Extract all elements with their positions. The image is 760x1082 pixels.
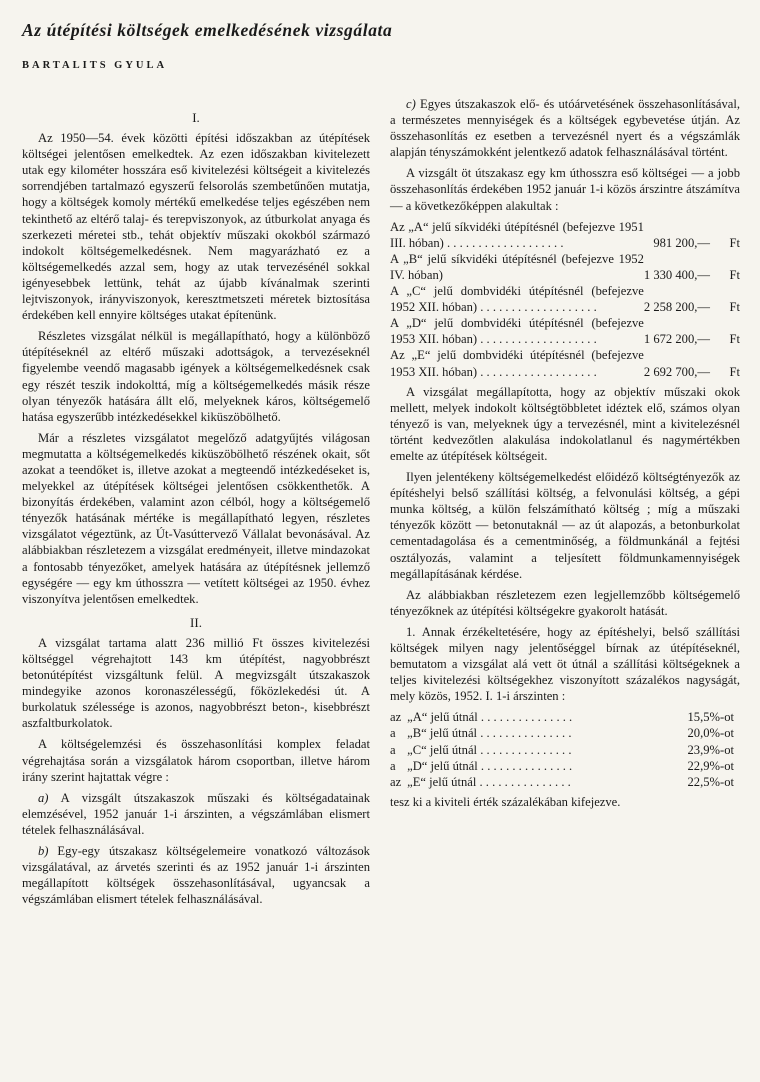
- table-row: [390, 251, 740, 283]
- cost-value: 2 258 200,—: [643, 300, 710, 315]
- list-text: Egy-egy útszakasz költségelemeire vonatkozó változások vizsgálatával, az árvetés szerinti és az 1952 január 1-i árszinten megállapított költségek összehasonlításával, ugyancsak a végszámlában elismert tételek felhasználásával.: [22, 844, 370, 907]
- percent-prefix: a: [390, 758, 396, 773]
- cost-desc: A „B“ jelű síkvidéki útépítésnél (befejezve 1952 IV. hóban): [390, 251, 644, 282]
- paragraph: A költségelemzési és összehasonlítási komplex feladat végrehajtása során a vizsgálatok három csoportban, illetve három irány szerint hajtattak végre :: [22, 737, 370, 784]
- percent-value: 15,5%-ot: [687, 710, 734, 725]
- table-row: [390, 315, 740, 347]
- cost-unit: Ft: [729, 300, 740, 315]
- percent-value: 20,0%-ot: [687, 726, 734, 741]
- percent-prefix: az: [390, 710, 402, 725]
- paragraph: tesz ki a kiviteli érték százalékában kifejezve.: [390, 794, 621, 809]
- list-item-a: [22, 790, 370, 838]
- article-title: Az útépítési költségek emelkedésének vizsgálata: [22, 20, 393, 40]
- paragraph: Az 1950—54. évek közötti építési időszakban az útépítések költségei jelentősen emelkedtek. Az ezen időszakban kivitelezett utak egy kilométer hosszára eső kivitelezési költségeit a kivitelezés sorrendjében tartalmazó egyszerű felsorolás szembetűnően mutatja, hogy a költségek komoly mértékű emelkedése teljes egészében nem tekinthető az eltérő talaj- és terepviszonyok, az útburkolat anyaga és szerkezeti méretei stb., tehát objektív műszaki okokból származó indokolt költségemelkedésnek. Nem magyarázható ez a költségemelkedés azzal sem, hogy az utak tervezésénél sokkal igényesebbek lettünk, tehát az újabb kívánalmak szerinti lejtviszonyok, irányviszonyok, keresztmetszeti méretek biztosítása érdekében kell ennyire költséges utakat építenünk.: [22, 131, 370, 323]
- percent-road: „E“ jelű útnál . . . . . . . . . . . . . . .: [407, 774, 571, 789]
- table-row: [390, 709, 740, 725]
- list-label: b): [38, 844, 49, 859]
- table-row: [390, 758, 740, 774]
- table-row: [390, 742, 740, 758]
- author-name: BARTALITS GYULA: [22, 60, 168, 71]
- cost-unit: Ft: [729, 267, 740, 282]
- table-row: [390, 347, 740, 379]
- cost-value: 1 330 400,—: [643, 267, 710, 282]
- paragraph: 1. Annak érzékeltetésére, hogy az építéshelyi, belső szállítási költségek milyen nagy jelentőséggel bírnak az útépítéseknél, bemutatom a vizsgálat alá vett öt útnál a szállítási költségeknek a teljes kivitelezési költségekhez viszonyított százalékos nagyságát, mely közös, 1952. I. 1-i árszinten :: [390, 624, 740, 704]
- list-item-b: [22, 843, 370, 907]
- percent-road: „D“ jelű útnál . . . . . . . . . . . . . . .: [407, 758, 573, 773]
- left-column: [22, 102, 370, 912]
- paragraph: Ilyen jelentékeny költségemelkedést előidéző költségtényezők az építéshelyi belső szállítási költség, a felvonulási költség, a gépi munka költség, a külön felszámítható költség ; míg a műszaki tényezők között — betonutaknál — az út alapozás, a betonburkolat cementadagolása és a cementminőség, a földmunkánál a fejtési osztályozás, valamint a teljesített földmunkamennyiségek megállapításának kérdése.: [390, 470, 740, 581]
- percent-prefix: a: [390, 726, 396, 741]
- cost-desc: A „D“ jelű dombvidéki útépítésnél (befejezve 1953 XII. hóban) . . . . . . . . . . . . . . . . . . .: [390, 316, 644, 347]
- cost-value: 981 200,—: [653, 235, 710, 250]
- cost-value: 1 672 200,—: [643, 332, 710, 347]
- percent-prefix: az: [390, 774, 402, 789]
- paragraph: Már a részletes vizsgálatot megelőző adatgyűjtés világosan megmutatta a költségemelkedés kiküszöbölhető részének okait, sőt azokat a teendőket is, illetve azokat a megteendő intézkedéseket is, melyekkel az útépítések költségei jelentősen csökkenthetők. A bizonyítás érdekében, valamint azon célból, hogy a költségemelő tényezők hatásának mértéke is megállapítható legyen, részletes vizsgálatot végeztünk, az Út-Vasúttervező Vállalat bevonásával. Az alábbiakban részletezem a vizsgálat eredményeit, illetve mindazokat a fontosabb tényezőket, amelyek hatására az útépítésnek jellemző egységére — egy km úthosszra — vetített költségei az 1950. évhez viszonyítva jelentősen emelkedtek.: [22, 430, 370, 606]
- table-row: [390, 725, 740, 741]
- table-row: [390, 774, 740, 790]
- list-text: Egyes útszakaszok elő- és utóárvetésének összehasonlításával, a természetes mennyiségek és a költségek egybevetése útján. Az összehasonlítás ez esetben a tervezésnél nyert és a végszámlák alapján tényszámokként jelentkező adatok felhasználásával történt.: [390, 97, 740, 160]
- paragraph: Az alábbiakban részletezem ezen legjellemzőbb költségemelő tényezőknek az útépítési költségekre gyakorolt hatását.: [390, 587, 740, 618]
- percent-value: 22,9%-ot: [687, 758, 734, 773]
- section-heading-2: II.: [190, 614, 202, 630]
- list-label: c): [406, 97, 416, 111]
- cost-desc: A „C“ jelű dombvidéki útépítésnél (befejezve 1952 XII. hóban) . . . . . . . . . . . . . . . . . . .: [390, 284, 644, 315]
- table-row: [390, 283, 740, 315]
- percent-value: 22,5%-ot: [687, 774, 734, 789]
- list-item-c: [390, 96, 740, 160]
- cost-value: 2 692 700,—: [643, 364, 710, 379]
- right-column: [390, 96, 740, 815]
- cost-table: [390, 219, 740, 380]
- cost-desc: Az „E“ jelű dombvidéki útépítésnél (befejezve 1953 XII. hóban) . . . . . . . . . . . . . . . . . . .: [390, 348, 644, 379]
- percent-value: 23,9%-ot: [687, 742, 734, 757]
- percent-table: [390, 709, 740, 789]
- list-label: a): [38, 790, 49, 805]
- cost-unit: Ft: [729, 364, 740, 379]
- paragraph: A vizsgálat megállapította, hogy az objektív műszaki okok mellett, melyek indokolt költségtöbbletet idéztek elő, számos olyan tényező is van, melyeknek úgy a tervezésnél, mint a kivitelezésnél történt kedvezőtlen alakulása indokolatlanul és nagymértékben emelte az útépítések költségeit.: [390, 384, 740, 463]
- paragraph: A vizsgált öt útszakasz egy km úthosszra eső költségei — a jobb összehasonlítás érdekében 1952 január 1-i közös árszintre átszámítva — a következőképpen alakultak :: [390, 166, 740, 213]
- cost-unit: Ft: [729, 332, 740, 347]
- paragraph: A vizsgálat tartama alatt 236 millió Ft összes kivitelezési költséggel végrehajtott 143 km útépítést, nagyobbrészt betonútépítést vizsgáltunk felül. A megvizsgált útszakaszok mindegyike azonos koronaszélességű, főközlekedési út. A burkolatuk szélessége is azonos, nagyobbrészt beton-, kisebbrészt aszfaltburkolatok.: [22, 635, 370, 731]
- table-row: [390, 219, 740, 251]
- percent-road: „A“ jelű útnál . . . . . . . . . . . . . . .: [407, 710, 573, 725]
- percent-road: „B“ jelű útnál . . . . . . . . . . . . . . .: [407, 726, 572, 741]
- cost-unit: Ft: [729, 235, 740, 250]
- paragraph: Részletes vizsgálat nélkül is megállapítható, hogy a különböző útépítéseknél az eltérő műszaki adottságok, a tervezéseknél figyelembe veendő magasabb igények a költségemelkedésnek csak egy részét teszik indokolttá, míg a költségemelkedés másik része olyan tényezők hatására állt elő, melyeknek káros, költségemelő hatása egyszerűbb intézkedésekkel kiküszöbölhető.: [22, 329, 370, 424]
- section-heading-1: I.: [192, 110, 200, 125]
- list-text: A vizsgált útszakaszok műszaki és költségadatainak elemzésével, 1952 január 1-i árszinten, a végszámlában elismert tételek felhasználásával.: [22, 790, 370, 837]
- percent-road: „C“ jelű útnál . . . . . . . . . . . . . . .: [407, 742, 572, 757]
- percent-prefix: a: [390, 742, 396, 757]
- cost-desc: Az „A“ jelű síkvidéki útépítésnél (befejezve 1951 III. hóban) . . . . . . . . . . . . . . . . . . .: [390, 219, 644, 250]
